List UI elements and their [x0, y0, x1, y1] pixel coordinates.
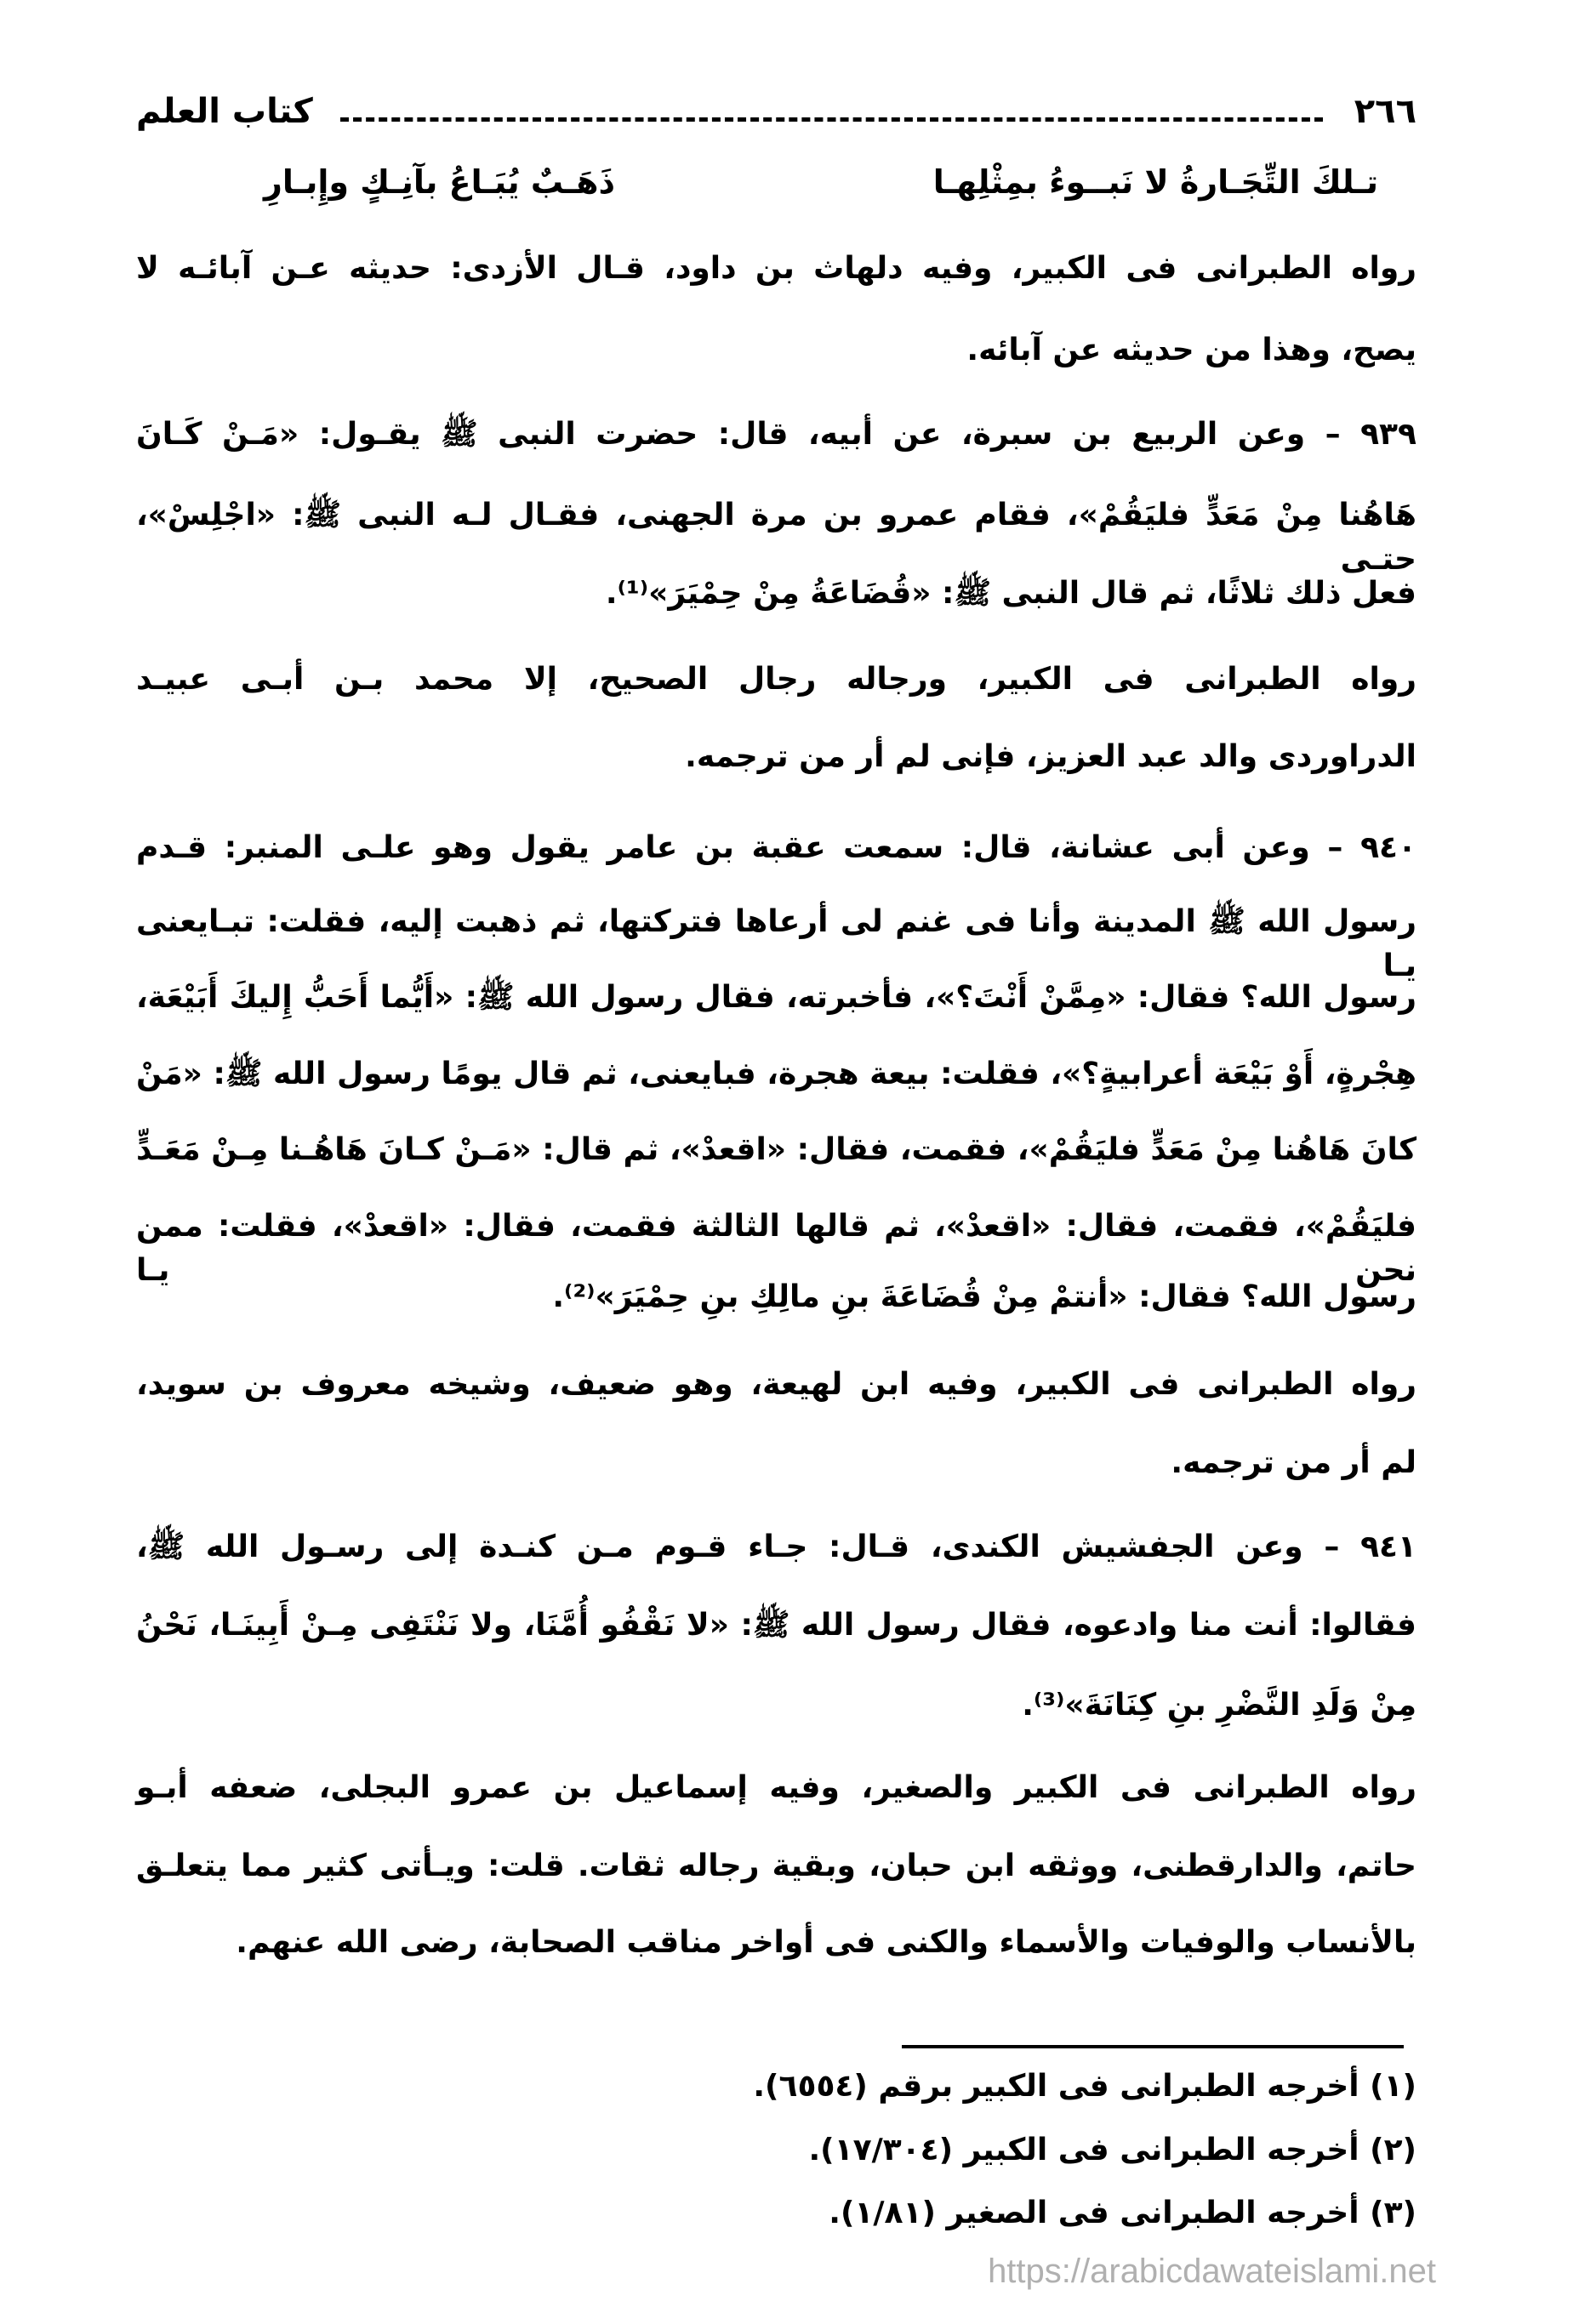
text-line: هِجْرةٍ، أَوْ بَيْعَة أعرابيةٍ؟»، فقلت: بيعة هجرة، فبايعنى، ثم قال يومًا رسول الله ﷺ: «مَنْ [136, 1057, 1416, 1091]
header-dashed-rule [340, 117, 1323, 122]
verse-hemistich-2: ذَهَـبٌ يُبَـاعُ بآنِـكٍ وإِبـارِ [264, 163, 615, 201]
page-number: ٢٦٦ [1354, 92, 1416, 131]
text-line: حاتم، والدارقطنى، ووثقه ابن حبان، وبقية رجاله ثقات. قلت: ويـأتى كثير مما يتعلـق [136, 1848, 1416, 1883]
text-line: رواه الطبرانى فى الكبير والصغير، وفيه إسماعيل بن عمرو البجلى، ضعفه أبـو [136, 1770, 1416, 1805]
verse-hemistich-1: تـلكَ التِّجَـارةُ لا نَبــوءُ بمِثْلِهـا [932, 163, 1378, 201]
text-line: رسول الله؟ فقال: «مِمَّنْ أَنْتَ؟»، فأخبرته، فقال رسول الله ﷺ: «أَيُّما أَحَبُّ إِليكَ أَبَيْعَة، [136, 980, 1416, 1015]
text-line: رسول الله ﷺ المدينة وأنا فى غنم لى أرعاها فتركتها، ثم ذهبت إليه، فقلت: تبـايعنى يـا [136, 904, 1416, 983]
footnote-rule [902, 2045, 1404, 2048]
text-line: الدراوردى والد عبد العزيز، فإنى لم أر من ترجمه. [685, 739, 1416, 774]
text-line: فليَقُمْ»، فقمت، فقال: «اقعدْ»، ثم قالها الثالثة فقمت، فقال: «اقعدْ»، فقلت: ممن نحن يـا [136, 1209, 1416, 1288]
text-line: لم أر من ترجمه. [1171, 1445, 1416, 1480]
text-line: رواه الطبرانى فى الكبير، وفيه ابن لهيعة، وهو ضعيف، وشيخه معروف بن سويد، [136, 1367, 1416, 1402]
text-line: مِنْ وَلَدِ النَّضْرِ بنِ كِنَانَةَ»⁽³⁾. [1022, 1688, 1416, 1723]
running-header [136, 92, 1416, 143]
text-line: رسول الله؟ فقال: «أنتمْ مِنْ قُضَاعَةَ بنِ مالِكِ بنِ حِمْيَرَ»⁽²⁾. [552, 1279, 1416, 1314]
poetry-verse [264, 163, 1378, 201]
text-line: بالأنساب والوفيات والأسماء والكنى فى أواخر مناقب الصحابة، رضى الله عنهم. [236, 1925, 1416, 1960]
text-line: هَاهُنا مِنْ مَعَدٍّ فليَقُمْ»، فقام عمرو بن مرة الجهنى، فقـال لـه النبى ﷺ: «اجْلِسْ»، حتـى [136, 498, 1416, 577]
footnote-3: (٣) أخرجه الطبرانى فى الصغير (١/٨١). [829, 2196, 1416, 2230]
text-line: كانَ هَاهُنا مِنْ مَعَدٍّ فليَقُمْ»، فقمت، فقال: «اقعدْ»، ثم قال: «مَـنْ كـانَ هَاهُـنا مِـنْ مَعَـدٍّ [136, 1132, 1416, 1167]
text-line: ٩٤١ – وعن الجفشيش الكندى، قـال: جـاء قـوم مـن كنـدة إلى رسـول الله ﷺ، [136, 1529, 1416, 1564]
text-line: ٩٣٩ – وعن الربيع بن سبرة، عن أبيه، قال: حضرت النبى ﷺ يقـول: «مَـنْ كَـانَ [136, 417, 1416, 452]
text-line: فعل ذلك ثلاثًا، ثم قال النبى ﷺ: «قُضَاعَةُ مِنْ حِمْيَرَ»⁽¹⁾. [605, 576, 1416, 611]
text-line: رواه الطبرانى فى الكبير، ورجاله رجال الصحيح، إلا محمد بـن أبـى عبيـد [136, 662, 1416, 697]
book-title: كتاب العلم [136, 92, 313, 131]
footnote-2: (٢) أخرجه الطبرانى فى الكبير (١٧/٣٠٤). [808, 2133, 1416, 2167]
text-line: فقالوا: أنت منا وادعوه، فقال رسول الله ﷺ: «لا نَقْفُو أُمَّنَا، ولا نَنْتَفِى مِـنْ أَبِينَـا، نَحْنُ [136, 1608, 1416, 1643]
watermark-url: https://arabicdawateislami.net [988, 2253, 1436, 2290]
text-line: يصح، وهذا من حديثه عن آبائه. [966, 333, 1416, 367]
text-line: رواه الطبرانى فى الكبير، وفيه دلهاث بن داود، قـال الأزدى: حديثه عـن آبائـه لا [136, 251, 1416, 286]
text-line: ٩٤٠ – وعن أبى عشانة، قال: سمعت عقبة بن عامر يقول وهو علـى المنبر: قـدم [136, 830, 1416, 865]
footnote-1: (١) أخرجه الطبرانى فى الكبير برقم (٦٥٥٤). [753, 2069, 1416, 2104]
